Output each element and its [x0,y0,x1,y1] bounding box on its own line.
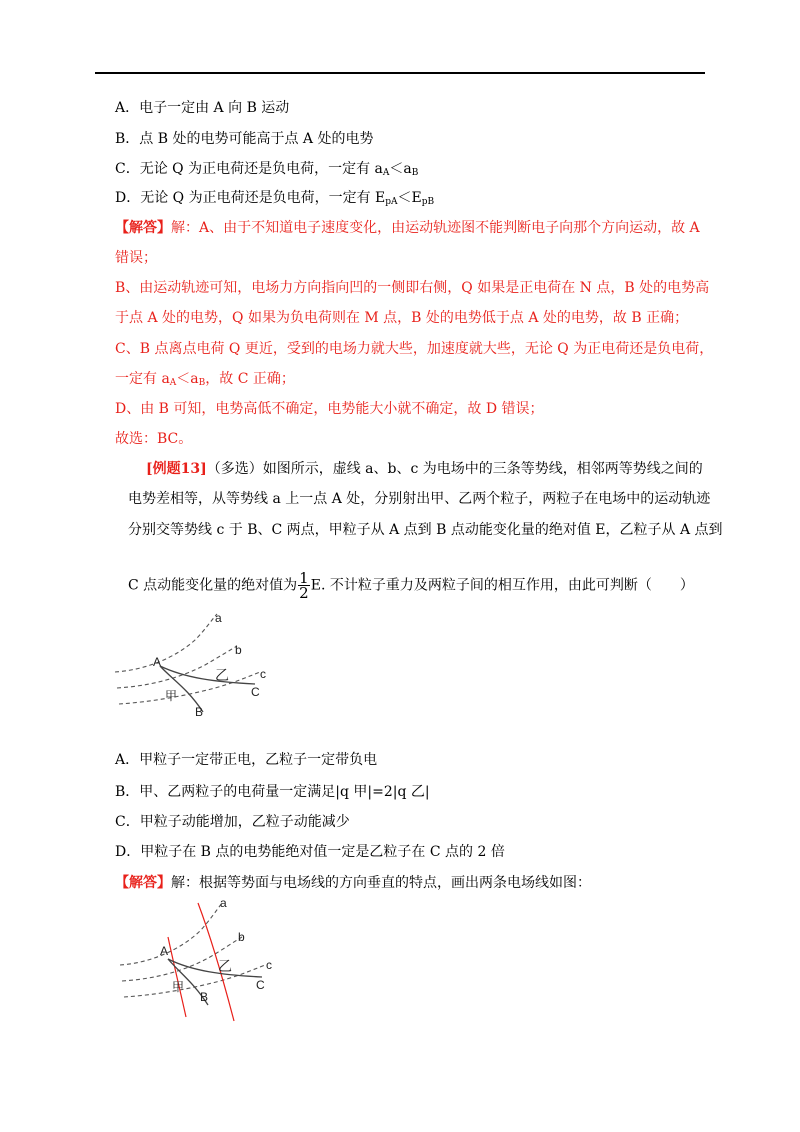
answer-line-1: 【解答】解：A、由于不知道电子速度变化，由运动轨迹图不能判断电子向那个方向运动，故 A [115,220,700,236]
example-line-2: 电势差相等，从等势线 a 上一点 A 处，分别射出甲、乙两个粒子，两粒子在电场中的运动轨迹 [128,491,711,507]
answer-line-2: 错误； [115,250,157,266]
label-A-2: A [160,944,169,958]
label-yi-2: 乙 [218,958,232,974]
label-A: A [153,655,162,669]
header-rule [95,72,705,74]
line-a-2 [120,903,222,965]
answer2-line-1: 【解答】解：根据等势面与电场线的方向垂直的特点，画出两条电场线如图： [115,875,591,891]
label-b-2: b [238,930,245,944]
line-c-2 [124,965,265,997]
fraction-one-half: $\frac{1}{2}$ [299,569,309,602]
label-a: a [215,611,222,625]
label-a-2: a [220,896,227,910]
label-b: b [235,643,242,657]
example-tag: [例题13] [146,461,207,477]
trajectory-yi [160,666,255,684]
option2-b: B．甲、乙两粒子的电荷量一定满足|q 甲|=2|q 乙| [115,784,430,800]
answer-line-4: 于点 A 处的电势，Q 如果为负电荷则在 M 点，B 处的电势低于点 A 处的电势，故 B 正确； [115,310,689,326]
label-jia-2: 甲 [172,980,185,994]
answer-line-6: 一定有 $a_A<a_B$，故 C 正确； [115,371,295,388]
example-line-1: [例题13]（多选）如图所示，虚线 a、b、c 为电场中的三条等势线，相邻两等势线之间的 [146,461,703,477]
label-B: B [195,705,204,719]
option-d: D．无论 Q 为正电荷还是负电荷，一定有 $E_{pA}<E_{pB}$ [115,190,435,207]
label-C-2: C [256,978,265,992]
option-b: B．点 B 处的电势可能高于点 A 处的电势 [115,131,374,147]
option-c: C．无论 Q 为正电荷还是负电荷，一定有 $a_A<a_B$ [115,161,419,178]
label-C: C [251,685,260,699]
label-c-lower: c [260,667,266,681]
label-c-2: c [266,958,272,972]
answer-line-7: D、由 B 可知，电势高低不确定，电势能大小就不确定，故 D 错误； [115,401,544,417]
line-a [115,614,217,672]
option2-a: A．甲粒子一定带正电，乙粒子一定带负电 [115,752,378,768]
option2-d: D．甲粒子在 B 点的电势能绝对值一定是乙粒子在 C 点的 2 倍 [115,844,505,860]
field-line-figure [110,895,290,1025]
answer-line-3: B、由运动轨迹可知，电场力方向指向凹的一侧即右侧，Q 如果是正电荷在 N 点，B 处的电势高 [115,280,710,296]
option-a: A．电子一定由 A 向 B 运动 [115,100,290,116]
answer-tag: 【解答】 [115,220,171,236]
example-line-4: C 点动能变化量的绝对值为 $\frac{1}{2}$ E. 不计粒子重力及两粒子间的相互作用，由此可判断（ ） [128,569,694,602]
answer-line-8: 故选：BC。 [115,431,193,447]
answer2-tag: 【解答】 [115,875,171,891]
label-yi: 乙 [215,667,229,683]
field-line-1 [168,937,186,1017]
label-B-2: B [200,990,209,1004]
option2-c: C．甲粒子动能增加，乙粒子动能减少 [115,814,350,830]
equipotential-figure [105,610,285,722]
answer-line-5: C、B 点离点电荷 Q 更近，受到的电场力就大些，加速度就大些，无论 Q 为正电荷还是负电荷， [115,341,714,357]
example-line-3: 分别交等势线 c 于 B、C 两点，甲粒子从 A 点到 B 点动能变化量的绝对值 E，乙粒子从 A 点到 [128,522,723,538]
label-jia: 甲 [165,689,178,703]
